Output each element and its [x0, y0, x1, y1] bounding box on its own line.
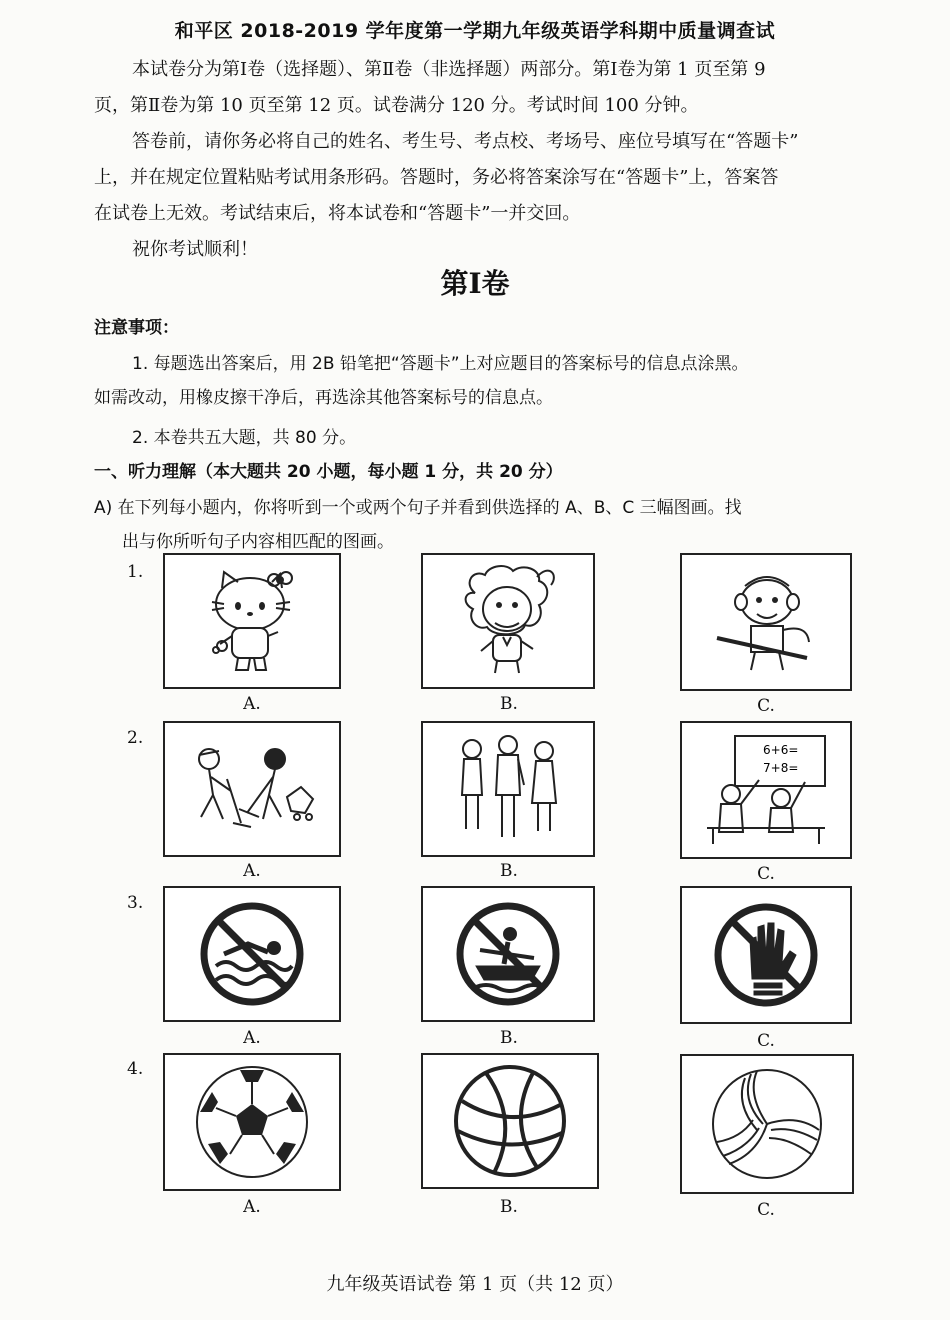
q2-option-c-picture	[680, 721, 852, 859]
hello-kitty-icon	[202, 566, 302, 676]
q4-option-c-picture	[680, 1054, 854, 1194]
question-number: 2.	[127, 728, 144, 748]
q3-option-a-picture	[163, 886, 341, 1022]
section-1-heading: 一、听力理解（本大题共 20 小题，每小题 1 分，共 20 分）	[94, 462, 563, 482]
q2-option-b-picture	[421, 721, 595, 857]
three-students-icon	[448, 733, 568, 845]
soccer-ball-icon	[192, 1062, 312, 1182]
no-boating-sign-icon	[450, 896, 566, 1012]
q4-option-a-picture	[163, 1053, 341, 1191]
intro-line-5: 在试卷上无效。考试结束后，将本试卷和“答题卡”一并交回。	[94, 203, 581, 224]
q1-option-b-picture	[421, 553, 595, 689]
question-number: 1.	[127, 562, 144, 582]
volleyball-icon	[707, 1064, 827, 1184]
intro-wish: 祝你考试顺利！	[132, 239, 258, 260]
monkey-king-icon	[711, 566, 821, 678]
part-a-line-1: A) 在下列每小题内，你将听到一个或两个句子并看到供选择的 A、B、C 三幅图画。找	[94, 498, 742, 518]
basketball-icon	[450, 1061, 570, 1181]
notes-item-2: 2. 本卷共五大题，共 80 分。	[132, 428, 357, 448]
intro-line-3: 答卷前，请你务必将自己的姓名、考生号、考点校、考场号、座位号填写在“答题卡”	[132, 131, 799, 152]
q4-option-b-picture	[421, 1053, 599, 1189]
children-sweeping-icon	[177, 739, 327, 839]
option-label: A.	[243, 1197, 261, 1217]
intro-line-2: 页，第Ⅱ卷为第 10 页至第 12 页。试卷满分 120 分。考试时间 100 分钟。	[94, 95, 699, 116]
sheep-cartoon-icon	[453, 563, 563, 679]
q1-option-a-picture	[163, 553, 341, 689]
board-text-line-2: 7+8=	[763, 761, 799, 775]
page-title: 和平区 2018-2019 学年度第一学期九年级英语学科期中质量调查试	[174, 20, 776, 42]
option-label: A.	[243, 1028, 261, 1048]
notes-heading: 注意事项：	[94, 318, 179, 338]
option-label: C.	[757, 696, 775, 716]
q3-option-c-picture	[680, 886, 852, 1024]
question-number: 4.	[127, 1059, 144, 1079]
intro-line-1: 本试卷分为第Ⅰ卷（选择题）、第Ⅱ卷（非选择题）两部分。第Ⅰ卷为第 1 页至第 9	[132, 59, 766, 80]
q2-option-a-picture	[163, 721, 341, 857]
option-label: B.	[500, 1197, 518, 1217]
notes-item-1-line-1: 1. 每题选出答案后，用 2B 铅笔把“答题卡”上对应题目的答案标号的信息点涂黑。	[132, 354, 749, 374]
part-a-line-2: 出与你所听句子内容相匹配的图画。	[122, 532, 394, 552]
volume-title: 第Ⅰ卷	[440, 267, 510, 300]
option-label: B.	[500, 861, 518, 881]
option-label: C.	[757, 864, 775, 884]
question-number: 3.	[127, 893, 144, 913]
option-label: B.	[500, 694, 518, 714]
classroom-blackboard-icon	[701, 732, 831, 848]
option-label: A.	[243, 694, 261, 714]
q1-option-c-picture	[680, 553, 852, 691]
option-label: C.	[757, 1200, 775, 1220]
q3-option-b-picture	[421, 886, 595, 1022]
no-touching-sign-icon	[708, 897, 824, 1013]
intro-line-4: 上，并在规定位置粘贴考试用条形码。答题时，务必将答案涂写在“答题卡”上，答案答	[94, 167, 779, 188]
no-swimming-sign-icon	[194, 896, 310, 1012]
option-label: A.	[243, 861, 261, 881]
option-label: C.	[757, 1031, 775, 1051]
board-text-line-1: 6+6=	[763, 743, 799, 757]
page-footer: 九年级英语试卷 第 1 页（共 12 页）	[326, 1274, 624, 1295]
notes-item-1-line-2: 如需改动，用橡皮擦干净后，再选涂其他答案标号的信息点。	[94, 388, 553, 408]
option-label: B.	[500, 1028, 518, 1048]
